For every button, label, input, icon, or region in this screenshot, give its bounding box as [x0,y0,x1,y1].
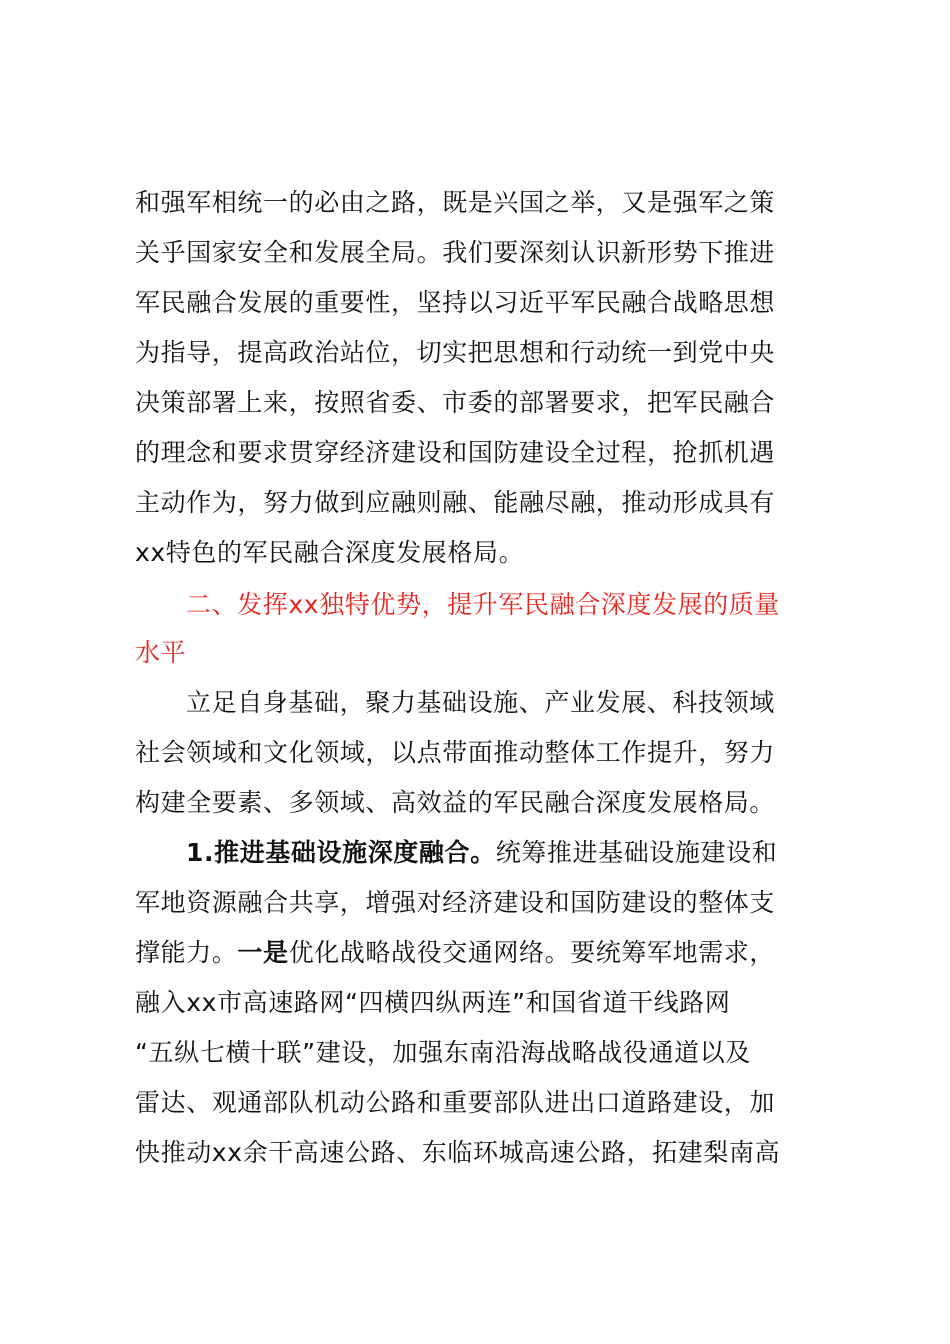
item1-title: 1.推进基础设施深度融合。 [186,838,496,867]
item1-line3-a: 撑能力。 [135,938,238,967]
item1-line-4: 融入xx市高速路网“四横四纵两连”和国省道干线路网 [135,988,731,1017]
intro-line-1: 立足自身基础，聚力基础设施、产业发展、科技领域 [186,688,775,717]
body-line-1: 和强军相统一的必由之路，既是兴国之举，又是强军之策 [135,188,776,217]
item1-line-7: 快推动xx余干高速公路、东临环城高速公路，拓建梨南高 [135,1138,781,1167]
item1-line1-rest: 统筹推进基础设施建设和 [495,838,778,867]
item1-first-point-label: 一是 [237,938,289,967]
body-line-6: 的理念和要求贯穿经济建设和国防建设全过程，抢抓机遇 [135,438,776,467]
body-line-8: xx特色的军民融合深度发展格局。 [135,538,525,567]
body-line-7: 主动作为，努力做到应融则融、能融尽融，推动形成具有 [135,488,776,517]
item1-line3-b: 优化战略战役交通网络。要统筹军地需求， [288,938,776,967]
body-line-3: 军民融合发展的重要性，坚持以习近平军民融合战略思想 [135,288,776,317]
section-heading-line-2: 水平 [135,638,187,667]
intro-line-2: 社会领域和文化领域，以点带面推动整体工作提升，努力 [135,738,776,767]
body-line-2: 关乎国家安全和发展全局。我们要深刻认识新形势下推进 [135,238,776,267]
body-line-5: 决策部署上来，按照省委、市委的部署要求，把军民融合 [135,388,776,417]
item1-line-5: “五纵七横十联”建设，加强东南沿海战略战役通道以及 [135,1038,751,1067]
intro-line-3: 构建全要素、多领域、高效益的军民融合深度发展格局。 [135,788,776,817]
item1-line-6: 雷达、观通部队机动公路和重要部队进出口道路建设，加 [135,1088,776,1117]
body-line-4: 为指导，提高政治站位，切实把思想和行动统一到党中央 [135,338,776,367]
item1-line-1 [186,836,777,870]
section-heading-line-1: 二、发挥xx独特优势，提升军民融合深度发展的质量 [186,590,780,619]
item1-line-2: 军地资源融合共享，增强对经济建设和国防建设的整体支 [135,888,776,917]
item1-line-3 [135,936,775,970]
